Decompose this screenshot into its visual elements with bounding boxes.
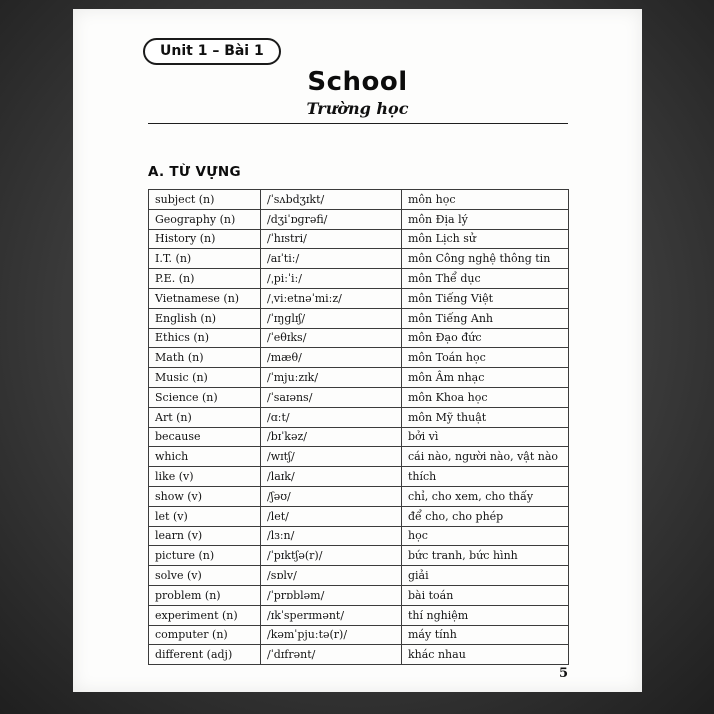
vocab-row <box>149 427 569 447</box>
vocab-row <box>149 546 569 566</box>
word-cell: computer (n) <box>149 625 261 645</box>
vocab-row <box>149 605 569 625</box>
ipa-cell: /ˈɪŋɡlɪʃ/ <box>261 308 402 328</box>
meaning-cell: môn Khoa học <box>402 387 569 407</box>
vocab-row <box>149 486 569 506</box>
word-cell: problem (n) <box>149 585 261 605</box>
word-cell: Music (n) <box>149 368 261 388</box>
ipa-cell: /ˌpiːˈiː/ <box>261 269 402 289</box>
ipa-cell: /let/ <box>261 506 402 526</box>
meaning-cell: môn Mỹ thuật <box>402 407 569 427</box>
vocab-row <box>149 526 569 546</box>
vocab-row <box>149 387 569 407</box>
vocab-row <box>149 506 569 526</box>
ipa-cell: /ˈpɪktʃə(r)/ <box>261 546 402 566</box>
word-cell: solve (v) <box>149 566 261 586</box>
word-cell: Math (n) <box>149 348 261 368</box>
ipa-cell: /bɪˈkəz/ <box>261 427 402 447</box>
word-cell: Vietnamese (n) <box>149 288 261 308</box>
ipa-cell: /dʒiˈɒɡrəfi/ <box>261 209 402 229</box>
vocab-row <box>149 566 569 586</box>
meaning-cell: môn Lịch sử <box>402 229 569 249</box>
ipa-cell: /kəmˈpjuːtə(r)/ <box>261 625 402 645</box>
word-cell: picture (n) <box>149 546 261 566</box>
ipa-cell: /ɑːt/ <box>261 407 402 427</box>
vocab-row <box>149 249 569 269</box>
word-cell: which <box>149 447 261 467</box>
vocab-row <box>149 625 569 645</box>
ipa-cell: /wɪtʃ/ <box>261 447 402 467</box>
ipa-cell: /lɜːn/ <box>261 526 402 546</box>
vocab-row <box>149 467 569 487</box>
meaning-cell: môn Công nghệ thông tin <box>402 249 569 269</box>
meaning-cell: thí nghiệm <box>402 605 569 625</box>
vocab-row <box>149 348 569 368</box>
word-cell: English (n) <box>149 308 261 328</box>
meaning-cell: bài toán <box>402 585 569 605</box>
meaning-cell: bởi vì <box>402 427 569 447</box>
vocab-row <box>149 407 569 427</box>
meaning-cell: bức tranh, bức hình <box>402 546 569 566</box>
word-cell: show (v) <box>149 486 261 506</box>
word-cell: subject (n) <box>149 190 261 210</box>
book-page <box>73 9 642 692</box>
unit-badge <box>143 38 281 65</box>
ipa-cell: /ˈprɒbləm/ <box>261 585 402 605</box>
vocab-row <box>149 209 569 229</box>
ipa-cell: /ʃəʊ/ <box>261 486 402 506</box>
meaning-cell: môn Địa lý <box>402 209 569 229</box>
vocab-row <box>149 288 569 308</box>
page-title: School <box>307 67 408 97</box>
vocab-table <box>148 189 569 665</box>
word-cell: P.E. (n) <box>149 269 261 289</box>
ipa-cell: /mæθ/ <box>261 348 402 368</box>
word-cell: I.T. (n) <box>149 249 261 269</box>
page-subtitle: Trường học <box>306 99 409 118</box>
ipa-cell: /ˈhɪstri/ <box>261 229 402 249</box>
word-cell: let (v) <box>149 506 261 526</box>
meaning-cell: giải <box>402 566 569 586</box>
header-divider <box>148 123 568 124</box>
vocab-row <box>149 308 569 328</box>
section-heading: A. TỪ VỰNG <box>148 164 241 180</box>
meaning-cell: môn học <box>402 190 569 210</box>
meaning-cell: môn Toán học <box>402 348 569 368</box>
word-cell: Science (n) <box>149 387 261 407</box>
ipa-cell: /laɪk/ <box>261 467 402 487</box>
word-cell: learn (v) <box>149 526 261 546</box>
meaning-cell: học <box>402 526 569 546</box>
ipa-cell: /ˈsaɪəns/ <box>261 387 402 407</box>
page-number: 5 <box>558 666 568 681</box>
ipa-cell: /ˈmjuːzɪk/ <box>261 368 402 388</box>
vocab-row <box>149 645 569 665</box>
word-cell: different (adj) <box>149 645 261 665</box>
meaning-cell: môn Tiếng Anh <box>402 308 569 328</box>
word-cell: like (v) <box>149 467 261 487</box>
meaning-cell: môn Đạo đức <box>402 328 569 348</box>
meaning-cell: khác nhau <box>402 645 569 665</box>
vocab-row <box>149 585 569 605</box>
vocab-row <box>149 447 569 467</box>
vocab-row <box>149 328 569 348</box>
ipa-cell: /sɒlv/ <box>261 566 402 586</box>
word-cell: Ethics (n) <box>149 328 261 348</box>
ipa-cell: /ˈsʌbdʒɪkt/ <box>261 190 402 210</box>
word-cell: experiment (n) <box>149 605 261 625</box>
word-cell: Art (n) <box>149 407 261 427</box>
word-cell: Geography (n) <box>149 209 261 229</box>
ipa-cell: /ˈeθɪks/ <box>261 328 402 348</box>
word-cell: because <box>149 427 261 447</box>
meaning-cell: máy tính <box>402 625 569 645</box>
ipa-cell: /ˈdɪfrənt/ <box>261 645 402 665</box>
ipa-cell: /ɪkˈsperɪmənt/ <box>261 605 402 625</box>
meaning-cell: môn Tiếng Việt <box>402 288 569 308</box>
meaning-cell: chỉ, cho xem, cho thấy <box>402 486 569 506</box>
ipa-cell: /aɪˈtiː/ <box>261 249 402 269</box>
ipa-cell: /ˌviːetnəˈmiːz/ <box>261 288 402 308</box>
meaning-cell: cái nào, người nào, vật nào <box>402 447 569 467</box>
meaning-cell: để cho, cho phép <box>402 506 569 526</box>
meaning-cell: thích <box>402 467 569 487</box>
unit-badge-label: Unit 1 – Bài 1 <box>160 43 264 59</box>
vocab-row <box>149 229 569 249</box>
meaning-cell: môn Thể dục <box>402 269 569 289</box>
word-cell: History (n) <box>149 229 261 249</box>
vocab-row <box>149 368 569 388</box>
meaning-cell: môn Âm nhạc <box>402 368 569 388</box>
vocab-row <box>149 269 569 289</box>
vocab-row <box>149 190 569 210</box>
